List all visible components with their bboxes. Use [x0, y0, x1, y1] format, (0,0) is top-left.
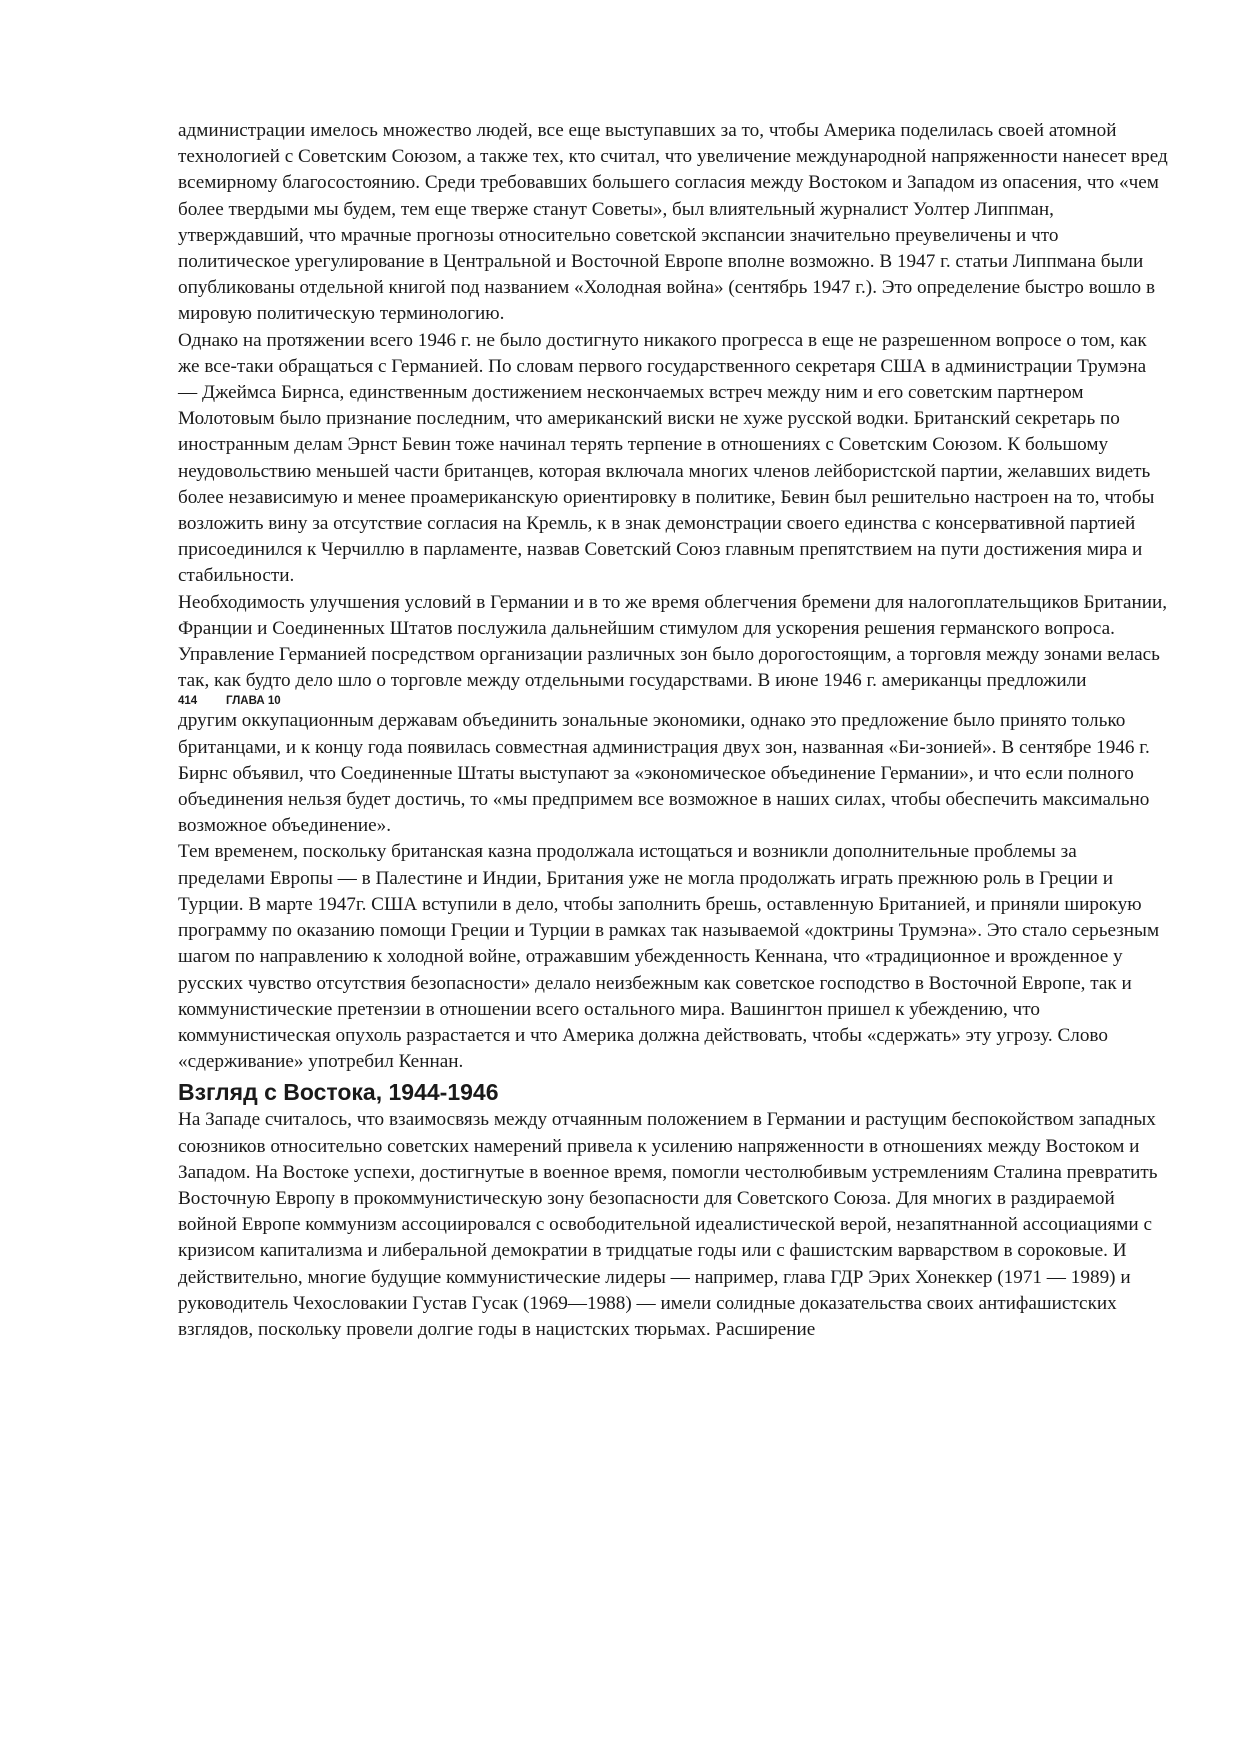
paragraph-lippmann: администрации имелось множество людей, все еще выступавших за то, чтобы Америка поделилась своей атомной технологией с Советским Союзом, а также тех, кто считал, что увеличение международной напряженности нанесет вред всемирному благосостоянию. Среди требовавших большего согласия между Востоком и Западом из опасения, что «чем более твердыми мы будем, тем еще тверже станут Советы», был влиятельный журналист Уолтер Липпман, утверждавший, что мрачные прогнозы относительно советской экспансии значительно преувеличены и что политическое урегулирование в Центральной и Восточной Европе вполне возможно. В 1947 г. статьи Липпмана были опубликованы отдельной книгой под названием «Холодная война» (сентябрь 1947 г.). Это определение быстро вошло в мировую политическую терминологию.	[178, 120, 1168, 325]
paragraph-view-from-east: На Западе считалось, что взаимосвязь между отчаянным положением в Германии и растущим беспокойством западных союзников относительно советских намерений привела к усилению напряженности в отношениях между Востоком и Западом. На Востоке успехи, достигнутые в военное время, помогли честолюбивым устремлениям Сталина превратить Восточную Европу в прокоммунистическую зону безопасности для Советского Союза. Для многих в раздираемой войной Европе коммунизм ассоциировался с освободительной идеалистической верой, незапятнанной ассоциациями с кризисом капитализма и либеральной демократии в тридцатые годы или с фашистским варварством в сороковые. И действительно, многие будущие коммунистические лидеры — например, глава ГДР Эрих Хонеккер (1971 — 1989) и руководитель Чехословакии Густав Гусак (1969—1988) — имели солидные доказательства своих антифашистских взглядов, поскольку провели долгие годы в нацистских тюрьмах. Расширение	[178, 1109, 1158, 1340]
running-head	[178, 694, 1168, 708]
paragraph-germany-question: Однако на протяжении всего 1946 г. не было достигнуто никакого прогресса в еще не разрешенном вопросе о том, как же все-таки обращаться с Германией. По словам первого государственного секретаря США в администрации Трумэна — Джеймса Бирнса, единственным достижением нескончаемых встреч между ним и его советским партнером Молотовым было признание последним, что американский виски не хуже русской водки. Британский секретарь по иностранным делам Эрнст Бевин тоже начинал терять терпение в отношениях с Советским Союзом. К большому неудовольствию меньшей части британцев, которая включала многих членов лейбористской партии, желавших видеть более независимую и менее проамериканскую ориентировку в политике, Бевин был решительно настроен на то, чтобы возложить вину за отсутствие согласия на Кремль, к в знак демонстрации своего единства с консервативной партией присоединился к Черчиллю в парламенте, назвав Советский Союз главным препятствием на пути достижения мира и стабильности.	[178, 329, 1155, 587]
page-number: 414	[178, 695, 198, 708]
paragraph-zones-economy: Необходимость улучшения условий в Германии и в то же время облегчения бремени для налогоплательщиков Британии, Франции и Соединенных Штатов послужила дальнейшим стимулом для ускорения решения германского вопроса. Управление Германией посредством организации различных зон было дорогостоящим, а торговля между зонами велась так, как будто дело шло о торговле между отдельными государствами. В июне 1946 г. американцы предложили	[178, 591, 1168, 692]
section-heading: Взгляд с Востока, 1944-1946	[178, 1079, 499, 1106]
paragraph-truman-doctrine: Тем временем, поскольку британская казна продолжала истощаться и возникли дополнительные проблемы за пределами Европы — в Палестине и Индии, Британия уже не могла продолжать играть прежнюю роль в Греции и Турции. В марте 1947г. США вступили в дело, чтобы заполнить брешь, оставленную Британией, и приняли широкую программу по оказанию помощи Греции и Турции в рамках так называемой «доктрины Трумэна». Это стало серьезным шагом по направлению к холодной войне, отражавшим убежденность Кеннана, что «традиционное и врожденное у русских чувство отсутствия безопасности» делало неизбежным как советское господство в Восточной Европе, так и коммунистические претензии в отношении всего остального мира. Вашингтон пришел к убеждению, что коммунистическая опухоль разрастается и что Америка должна действовать, чтобы «сдержать» эту угрозу. Слово «сдерживание» употребил Кеннан.	[178, 841, 1160, 1073]
paragraph-bizonia: другим оккупационным державам объединить зональные экономики, однако это предложение было принято только британцами, и к концу года появилась совместная администрация двух зон, названная «Би-зонией». В сентябре 1946 г. Бирнс объявил, что Соединенные Штаты выступают за «экономическое объединение Германии», и что если полного объединения нельзя будет достичь, то «мы предпримем все возможное в наших силах, чтобы обеспечить максимально возможное объединение».	[178, 710, 1150, 837]
document-page	[178, 118, 1168, 1343]
chapter-title: ГЛАВА 10	[226, 695, 281, 708]
